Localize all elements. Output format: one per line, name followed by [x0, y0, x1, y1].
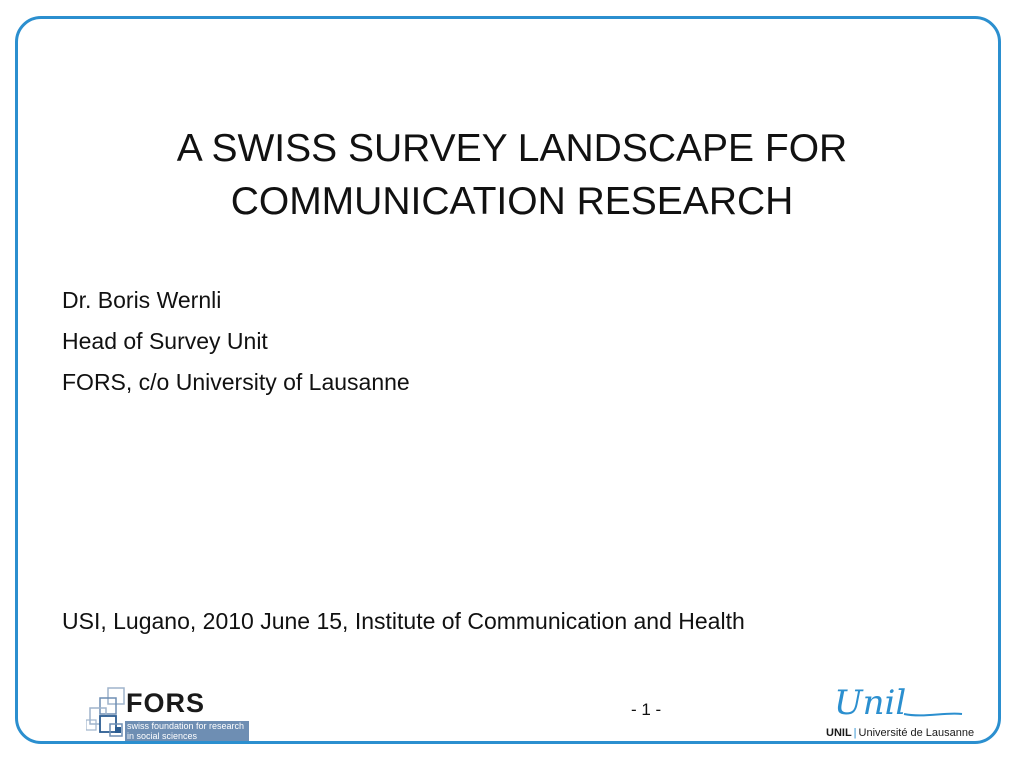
author-role: Head of Survey Unit: [62, 328, 268, 354]
unil-caption: [826, 726, 974, 740]
fors-squares-icon: [86, 686, 128, 744]
unil-script-text: Unil: [834, 684, 907, 723]
event-line: USI, Lugano, 2010 June 15, Institute of Communication and Health: [62, 608, 745, 634]
author-block: [62, 280, 410, 403]
unil-script-wordmark: [834, 684, 964, 724]
unil-full-name: Université de Lausanne: [858, 727, 975, 739]
title-line-2: COMMUNICATION RESEARCH: [230, 180, 794, 223]
slide-title: [0, 122, 1024, 228]
fors-tagline-line-2: in social sciences: [125, 731, 249, 741]
page-number: - 1 -: [631, 700, 662, 719]
unil-logo: [826, 684, 986, 746]
fors-wordmark: FORS: [126, 688, 206, 718]
fors-logo: [86, 686, 266, 746]
unil-short-name: UNIL: [826, 727, 852, 739]
unil-separator: |: [853, 727, 857, 739]
title-line-1: A SWISS SURVEY LANDSCAPE FOR: [176, 127, 848, 170]
fors-tagline-line-1: swiss foundation for research: [125, 721, 249, 731]
fors-tagline: [125, 721, 249, 741]
author-affiliation: FORS, c/o University of Lausanne: [62, 369, 410, 395]
author-name: Dr. Boris Wernli: [62, 287, 222, 313]
